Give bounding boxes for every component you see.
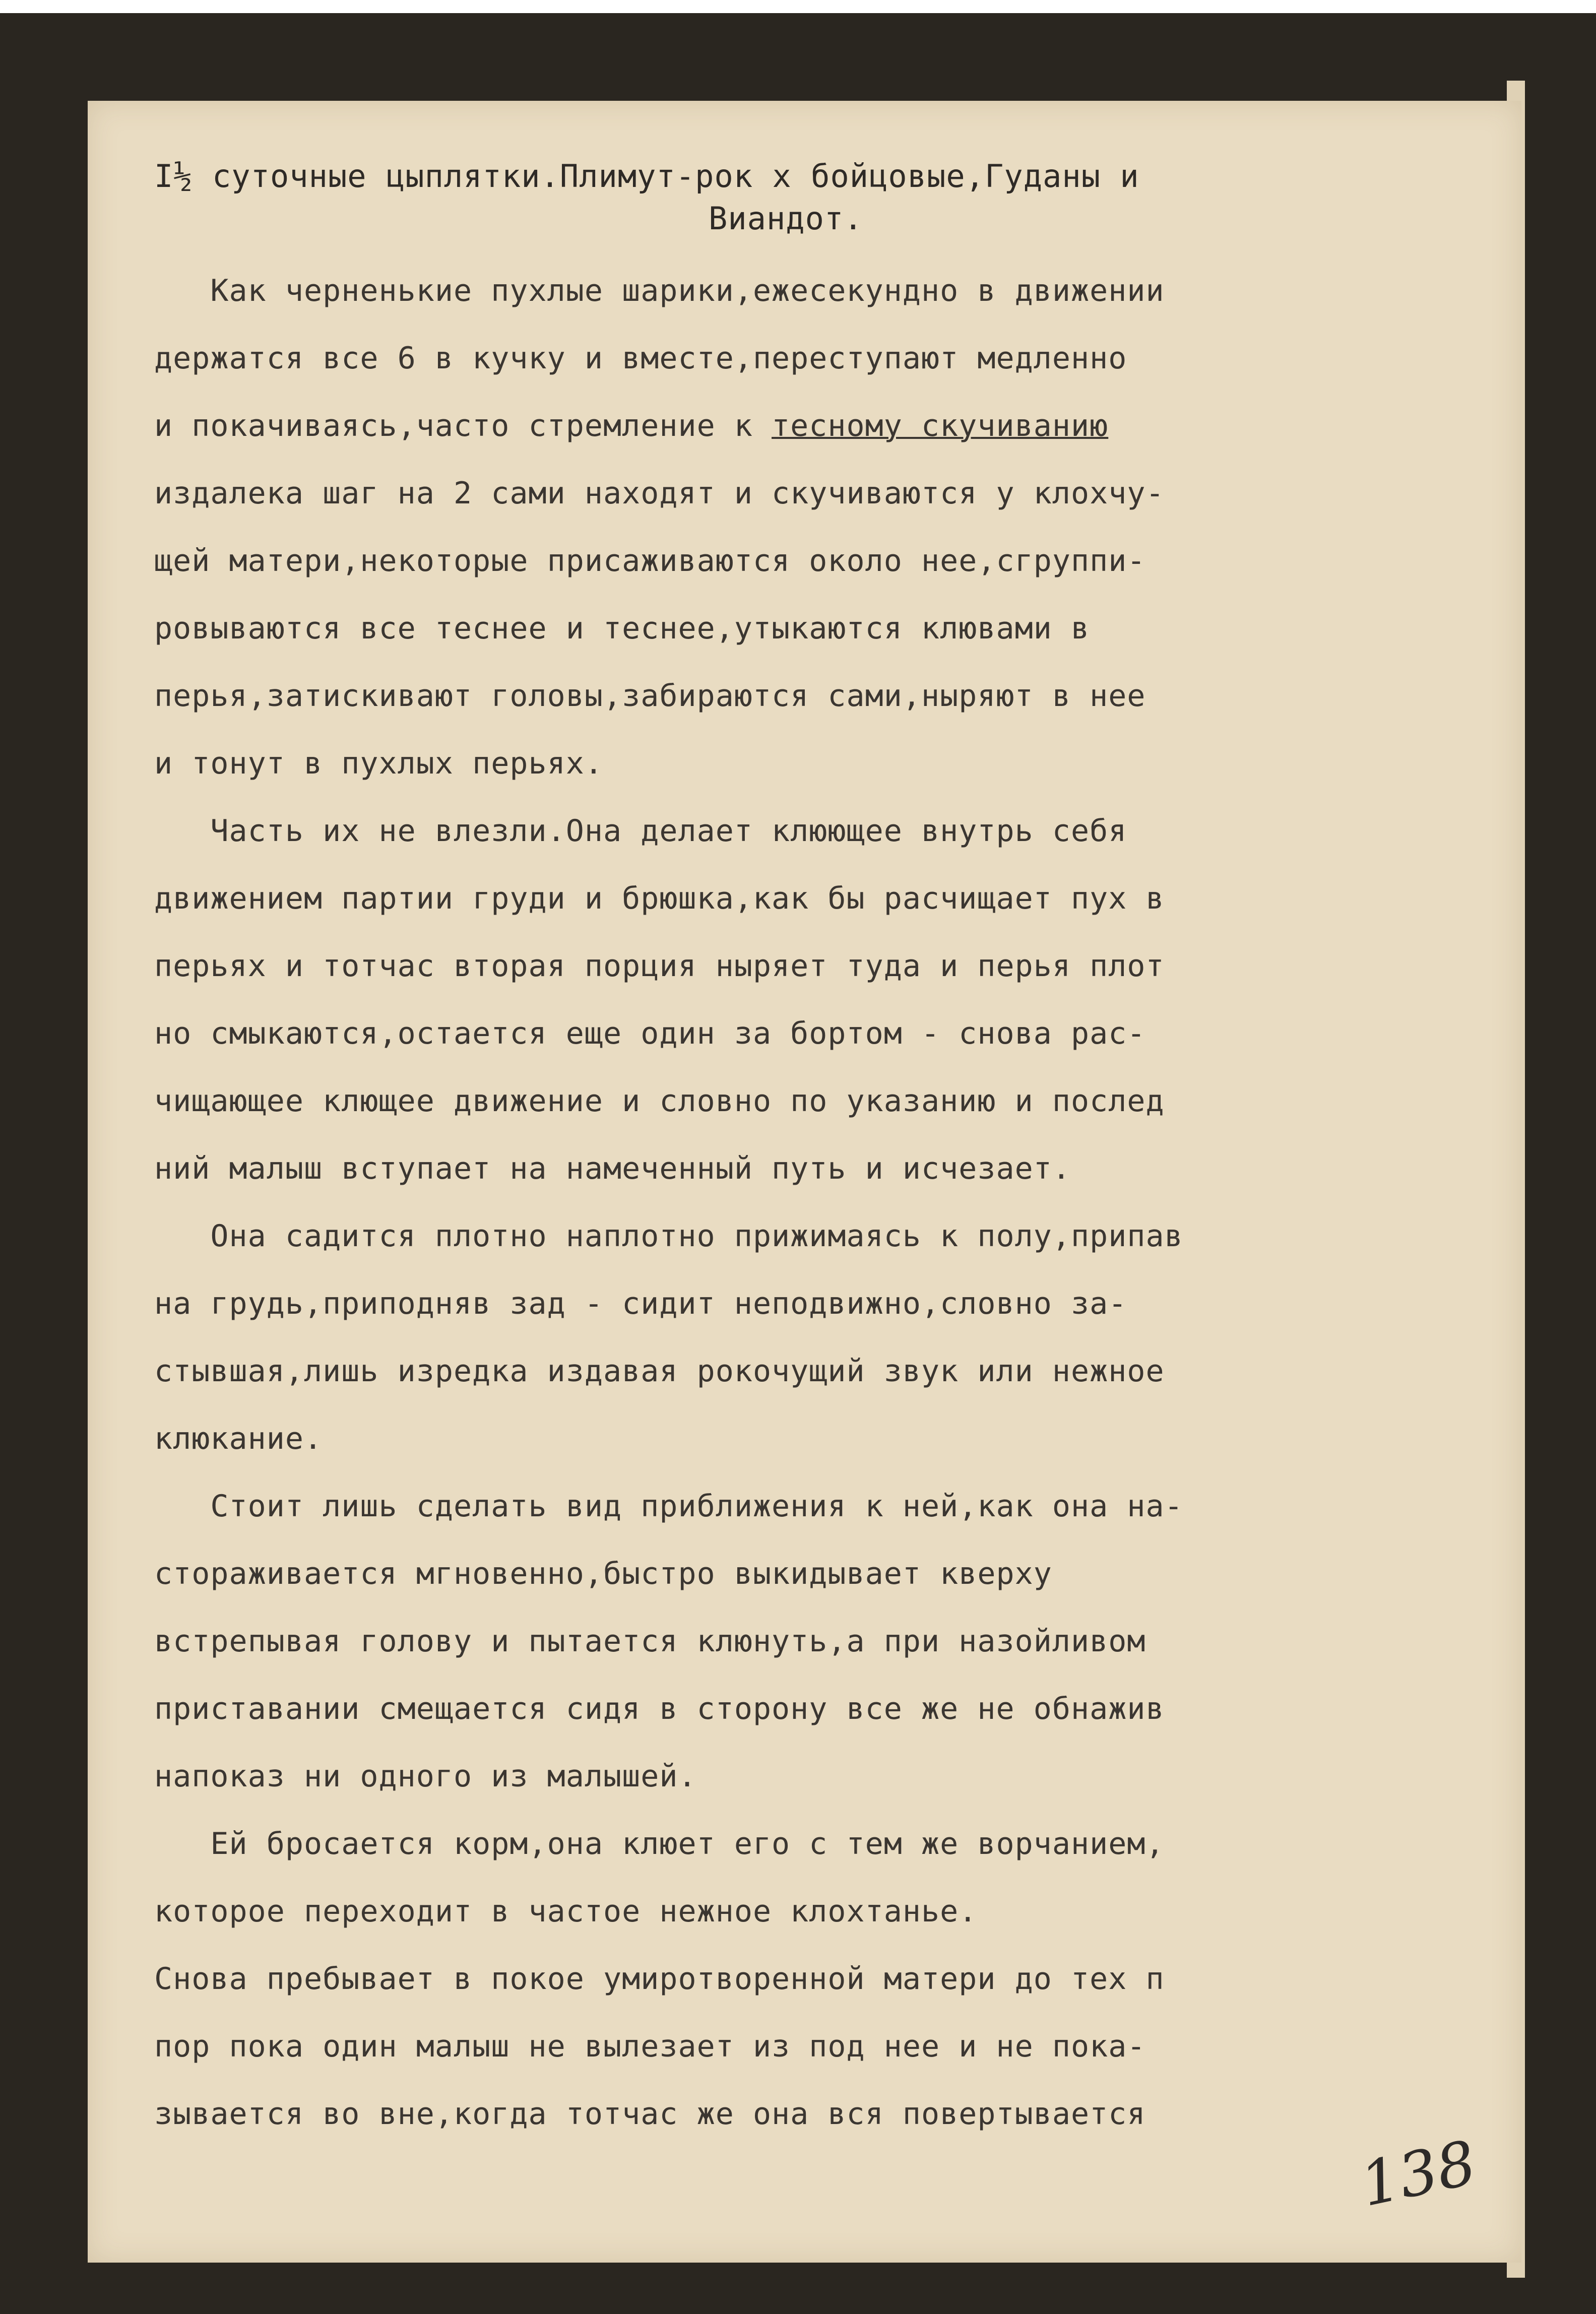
text-line: стораживается мгновенно,быстро выкидывает кверху — [154, 1556, 1052, 1591]
text-line: Как черненькие пухлые шарики,ежесекундно в движении — [154, 273, 1165, 308]
text-line: ний малыш вступает на намеченный путь и исчезает. — [154, 1151, 1071, 1186]
text-line: на грудь,приподняв зад - сидит неподвижно,словно за- — [154, 1286, 1127, 1321]
text-line: Часть их не влезли.Она делает клюющее внутрь себя — [154, 813, 1127, 849]
text-line: стывшая,лишь изредка издавая рокочущий звук или нежное — [154, 1354, 1165, 1389]
text-line: зывается во вне,когда тотчас же она вся повертывается — [154, 2096, 1146, 2132]
text-line: ровываются все теснее и теснее,утыкаются клювами в — [154, 611, 1090, 646]
text-line: движением партии груди и брюшка,как бы расчищает пух в — [154, 881, 1165, 916]
text-line: щей матери,некоторые присаживаются около нее,сгруппи- — [154, 543, 1146, 579]
text-line — [154, 392, 1523, 460]
heading-line-1: I½ суточные цыплятки.Плимут-рок х бойцовые,Гуданы и — [154, 158, 1139, 195]
text-line: Ей бросается корм,она клюет его с тем же ворчанием, — [154, 1826, 1165, 1861]
text-line: Стоит лишь сделать вид приближения к ней,как она на- — [154, 1489, 1183, 1524]
scan-border-top — [0, 0, 1596, 13]
text-line: перьях и тотчас вторая порция ныряет туда и перья плот — [154, 948, 1165, 984]
heading-line-2: Виандот. — [709, 200, 863, 237]
text-line: издалека шаг на 2 сами находят и скучиваются у клохчу- — [154, 476, 1165, 511]
text-line: пор пока один малыш не вылезает из под нее и не пока- — [154, 2029, 1146, 2064]
text-line: которое переходит в частое нежное клохтанье. — [154, 1894, 978, 1929]
text-line: клюкание. — [154, 1421, 323, 1456]
text-line: перья,затискивают головы,забираются сами,ныряют в нее — [154, 678, 1146, 714]
underlined-phrase: тесному скучиванию — [772, 408, 1109, 443]
text-line: встрепывая голову и пытается клюнуть,а при назойливом — [154, 1624, 1146, 1659]
document-heading — [154, 155, 1515, 240]
text-line: Снова пребывает в покое умиротворенной матери до тех п — [154, 1961, 1165, 1997]
text-line: Она садится плотно наплотно прижимаясь к полу,припав — [154, 1218, 1183, 1254]
document-body — [154, 257, 1523, 2148]
text-line: но смыкаются,остается еще один за бортом - снова рас- — [154, 1016, 1146, 1051]
text-line: чищающее клющее движение и словно по указанию и послед — [154, 1083, 1165, 1119]
text-line-part: и покачиваясь,часто стремление к — [154, 408, 772, 443]
folio-number: 138 — [1355, 2128, 1482, 2221]
text-line: держатся все 6 в кучку и вместе,переступают медленно — [154, 341, 1127, 376]
text-line: напоказ ни одного из малышей. — [154, 1759, 697, 1794]
text-line: и тонут в пухлых перьях. — [154, 746, 603, 781]
text-line: приставании смещается сидя в сторону все же не обнажив — [154, 1691, 1165, 1726]
